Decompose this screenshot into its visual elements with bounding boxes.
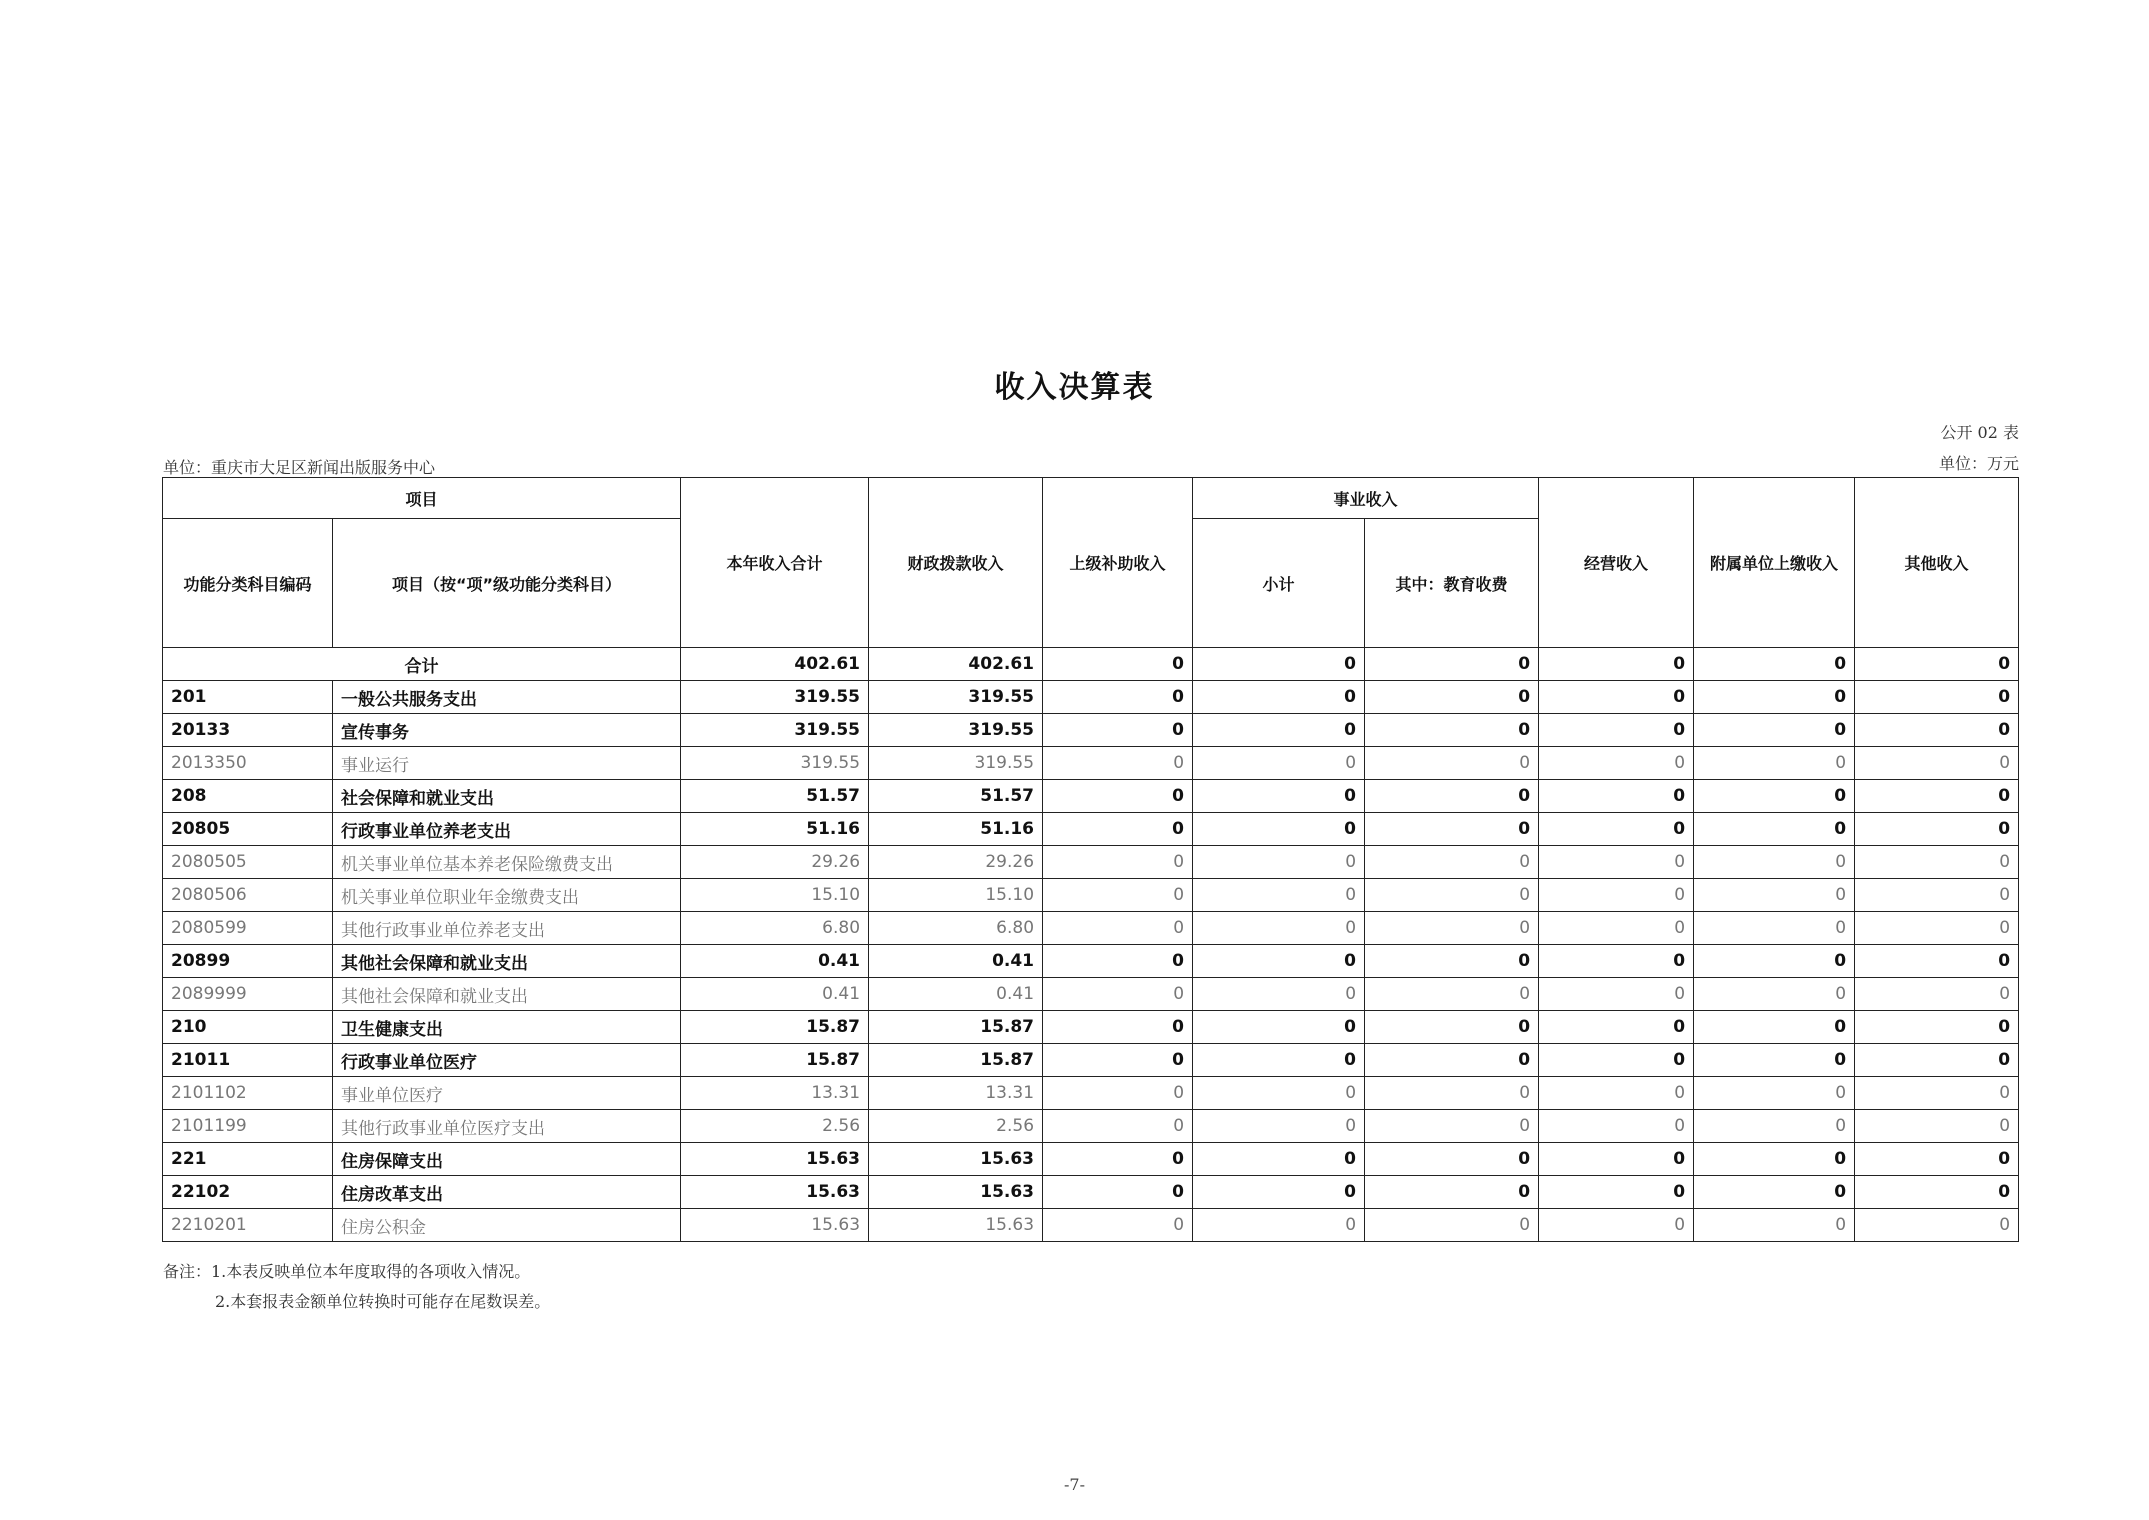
row-value: 0 (1365, 1011, 1539, 1044)
row-value: 15.63 (681, 1209, 869, 1242)
row-value: 0 (1694, 1176, 1855, 1209)
row-value: 0 (1694, 1011, 1855, 1044)
table-row (163, 1176, 2019, 1209)
table-row (163, 879, 2019, 912)
row-value: 0 (1193, 978, 1365, 1011)
row-value: 0 (1043, 1077, 1193, 1110)
header-project: 项目 (163, 478, 681, 519)
row-value: 0 (1043, 1209, 1193, 1242)
row-value: 0 (1365, 681, 1539, 714)
row-value: 0 (1855, 846, 2019, 879)
row-value: 15.10 (681, 879, 869, 912)
row-value: 0 (1539, 1077, 1694, 1110)
row-value: 0 (1043, 846, 1193, 879)
row-value: 0 (1365, 1110, 1539, 1143)
row-value: 0 (1193, 1077, 1365, 1110)
row-value: 0 (1539, 714, 1694, 747)
header-name: 项目（按“项”级功能分类科目） (333, 519, 681, 648)
table-row (163, 714, 2019, 747)
row-value: 15.87 (681, 1044, 869, 1077)
row-value: 0 (1365, 846, 1539, 879)
row-name: 事业单位医疗 (333, 1077, 681, 1110)
row-value: 0 (1694, 879, 1855, 912)
table-row (163, 1110, 2019, 1143)
row-value: 0 (1043, 681, 1193, 714)
row-value: 0 (1855, 1077, 2019, 1110)
row-code: 2101199 (163, 1110, 333, 1143)
row-name: 其他社会保障和就业支出 (333, 945, 681, 978)
row-name: 卫生健康支出 (333, 1011, 681, 1044)
row-value: 0 (1694, 1077, 1855, 1110)
row-code: 2080506 (163, 879, 333, 912)
row-code: 2089999 (163, 978, 333, 1011)
notes (163, 1257, 550, 1317)
row-value: 0 (1193, 1176, 1365, 1209)
header-business-group: 事业收入 (1193, 478, 1539, 519)
row-value: 15.87 (869, 1011, 1043, 1044)
total-cell: 0 (1694, 648, 1855, 681)
row-name: 机关事业单位职业年金缴费支出 (333, 879, 681, 912)
table-row (163, 813, 2019, 846)
row-value: 0 (1365, 978, 1539, 1011)
table-row (163, 912, 2019, 945)
row-value: 0 (1043, 747, 1193, 780)
header-affiliated: 附属单位上缴收入 (1694, 478, 1855, 648)
row-value: 0 (1539, 1044, 1694, 1077)
row-value: 0 (1193, 681, 1365, 714)
row-code: 2210201 (163, 1209, 333, 1242)
header-superior: 上级补助收入 (1043, 478, 1193, 648)
row-value: 51.16 (869, 813, 1043, 846)
row-value: 0 (1193, 945, 1365, 978)
row-code: 221 (163, 1143, 333, 1176)
row-value: 0 (1855, 813, 2019, 846)
header-code: 功能分类科目编码 (163, 519, 333, 648)
row-value: 0 (1855, 945, 2019, 978)
row-name: 一般公共服务支出 (333, 681, 681, 714)
row-value: 0 (1855, 1209, 2019, 1242)
row-value: 319.55 (681, 681, 869, 714)
row-value: 0 (1539, 846, 1694, 879)
row-name: 行政事业单位医疗 (333, 1044, 681, 1077)
row-value: 0 (1365, 747, 1539, 780)
row-name: 宣传事务 (333, 714, 681, 747)
row-value: 319.55 (681, 714, 869, 747)
row-value: 0 (1193, 846, 1365, 879)
header-operating: 经营收入 (1539, 478, 1694, 648)
row-value: 0 (1539, 1110, 1694, 1143)
row-value: 0 (1694, 945, 1855, 978)
row-value: 0 (1855, 1176, 2019, 1209)
row-value: 0 (1193, 780, 1365, 813)
row-value: 0 (1694, 1143, 1855, 1176)
total-cell: 0 (1043, 648, 1193, 681)
page-number: -7- (1064, 1475, 1085, 1494)
row-value: 0 (1365, 945, 1539, 978)
row-value: 319.55 (869, 714, 1043, 747)
currency-unit: 单位：万元 (1938, 454, 2019, 473)
row-value: 0 (1694, 1044, 1855, 1077)
row-value: 0 (1855, 879, 2019, 912)
table-row (163, 846, 2019, 879)
table-row (163, 1143, 2019, 1176)
row-value: 0 (1365, 1044, 1539, 1077)
row-code: 20805 (163, 813, 333, 846)
row-value: 0 (1193, 879, 1365, 912)
row-value: 13.31 (869, 1077, 1043, 1110)
row-value: 0 (1694, 780, 1855, 813)
total-row (163, 648, 2019, 681)
row-value: 0.41 (681, 978, 869, 1011)
row-name: 住房公积金 (333, 1209, 681, 1242)
row-value: 0 (1365, 1077, 1539, 1110)
row-name: 机关事业单位基本养老保险缴费支出 (333, 846, 681, 879)
table-row (163, 978, 2019, 1011)
row-value: 0 (1855, 1143, 2019, 1176)
row-value: 0 (1043, 780, 1193, 813)
row-value: 51.57 (681, 780, 869, 813)
row-value: 0 (1539, 747, 1694, 780)
total-cell: 402.61 (681, 648, 869, 681)
row-value: 0 (1365, 879, 1539, 912)
row-value: 0 (1694, 714, 1855, 747)
row-value: 0 (1193, 1143, 1365, 1176)
row-code: 22102 (163, 1176, 333, 1209)
row-code: 2013350 (163, 747, 333, 780)
row-value: 0 (1855, 780, 2019, 813)
row-value: 0 (1855, 681, 2019, 714)
row-value: 0 (1043, 1044, 1193, 1077)
row-value: 0 (1855, 1044, 2019, 1077)
form-code: 公开 02 表 (1940, 423, 2019, 442)
row-value: 0 (1365, 1176, 1539, 1209)
row-value: 0 (1043, 1143, 1193, 1176)
row-code: 210 (163, 1011, 333, 1044)
row-value: 0 (1539, 813, 1694, 846)
row-value: 0 (1365, 813, 1539, 846)
row-code: 20899 (163, 945, 333, 978)
row-value: 0 (1539, 945, 1694, 978)
table-row (163, 1011, 2019, 1044)
total-cell: 0 (1193, 648, 1365, 681)
row-value: 319.55 (869, 681, 1043, 714)
row-value: 0 (1043, 912, 1193, 945)
row-value: 0 (1694, 978, 1855, 1011)
reporting-unit: 单位：重庆市大足区新闻出版服务中心 (163, 458, 436, 477)
row-value: 0 (1694, 912, 1855, 945)
row-code: 2080505 (163, 846, 333, 879)
row-value: 0 (1539, 912, 1694, 945)
row-value: 13.31 (681, 1077, 869, 1110)
row-value: 0 (1193, 714, 1365, 747)
row-value: 0.41 (869, 945, 1043, 978)
row-name: 事业运行 (333, 747, 681, 780)
report-title: 收入决算表 (994, 370, 1155, 405)
row-value: 51.57 (869, 780, 1043, 813)
row-code: 201 (163, 681, 333, 714)
row-value: 0 (1855, 1011, 2019, 1044)
row-code: 20133 (163, 714, 333, 747)
header-education: 其中：教育收费 (1365, 519, 1539, 648)
header-total: 本年收入合计 (681, 478, 869, 648)
table-row (163, 1077, 2019, 1110)
row-value: 0 (1193, 1209, 1365, 1242)
row-value: 0 (1539, 1143, 1694, 1176)
row-value: 0 (1193, 747, 1365, 780)
total-label: 合计 (163, 648, 681, 681)
row-value: 0 (1855, 978, 2019, 1011)
row-code: 2080599 (163, 912, 333, 945)
row-value: 29.26 (681, 846, 869, 879)
header-fiscal: 财政拨款收入 (869, 478, 1043, 648)
row-value: 2.56 (681, 1110, 869, 1143)
row-value: 0 (1855, 1110, 2019, 1143)
row-value: 0.41 (869, 978, 1043, 1011)
note-line-1: 备注：1.本表反映单位本年度取得的各项收入情况。 (163, 1262, 531, 1281)
row-value: 0 (1365, 1143, 1539, 1176)
row-value: 15.63 (681, 1176, 869, 1209)
row-value: 0 (1694, 1110, 1855, 1143)
table-row (163, 747, 2019, 780)
total-cell: 0 (1365, 648, 1539, 681)
row-value: 15.63 (869, 1176, 1043, 1209)
row-value: 0 (1694, 846, 1855, 879)
income-table (162, 477, 2019, 1242)
row-value: 0 (1539, 879, 1694, 912)
row-name: 住房保障支出 (333, 1143, 681, 1176)
row-value: 0 (1694, 747, 1855, 780)
row-value: 0 (1043, 945, 1193, 978)
row-value: 0 (1539, 1011, 1694, 1044)
row-name: 行政事业单位养老支出 (333, 813, 681, 846)
table-row (163, 780, 2019, 813)
row-value: 0 (1043, 879, 1193, 912)
row-value: 2.56 (869, 1110, 1043, 1143)
row-name: 其他社会保障和就业支出 (333, 978, 681, 1011)
row-value: 0 (1694, 1209, 1855, 1242)
row-value: 0 (1365, 780, 1539, 813)
table-body (163, 648, 2019, 1242)
row-value: 0 (1365, 912, 1539, 945)
row-value: 0 (1855, 714, 2019, 747)
row-value: 51.16 (681, 813, 869, 846)
header-other: 其他收入 (1855, 478, 2019, 648)
total-cell: 402.61 (869, 648, 1043, 681)
note-line-2: 2.本套报表金额单位转换时可能存在尾数误差。 (215, 1292, 551, 1311)
row-value: 0 (1193, 1011, 1365, 1044)
row-value: 0 (1365, 714, 1539, 747)
row-value: 15.10 (869, 879, 1043, 912)
row-value: 6.80 (869, 912, 1043, 945)
table-row (163, 945, 2019, 978)
row-name: 其他行政事业单位养老支出 (333, 912, 681, 945)
row-value: 0 (1043, 1011, 1193, 1044)
row-name: 社会保障和就业支出 (333, 780, 681, 813)
row-value: 0 (1193, 1110, 1365, 1143)
total-cell: 0 (1855, 648, 2019, 681)
row-value: 0 (1539, 1176, 1694, 1209)
row-value: 0 (1539, 780, 1694, 813)
table-row (163, 1209, 2019, 1242)
row-value: 15.63 (681, 1143, 869, 1176)
row-name: 住房改革支出 (333, 1176, 681, 1209)
row-name: 其他行政事业单位医疗支出 (333, 1110, 681, 1143)
row-value: 0 (1539, 1209, 1694, 1242)
row-value: 0 (1193, 912, 1365, 945)
row-value: 15.87 (681, 1011, 869, 1044)
total-cell: 0 (1539, 648, 1694, 681)
row-value: 0 (1193, 813, 1365, 846)
row-value: 319.55 (869, 747, 1043, 780)
row-value: 0 (1694, 813, 1855, 846)
table-row (163, 1044, 2019, 1077)
row-value: 319.55 (681, 747, 869, 780)
row-code: 2101102 (163, 1077, 333, 1110)
row-value: 0 (1043, 714, 1193, 747)
row-code: 21011 (163, 1044, 333, 1077)
row-value: 0 (1193, 1044, 1365, 1077)
header-subtotal: 小计 (1193, 519, 1365, 648)
row-value: 6.80 (681, 912, 869, 945)
row-code: 208 (163, 780, 333, 813)
row-value: 15.87 (869, 1044, 1043, 1077)
row-value: 15.63 (869, 1209, 1043, 1242)
row-value: 0 (1855, 912, 2019, 945)
row-value: 0 (1043, 1176, 1193, 1209)
row-value: 0 (1694, 681, 1855, 714)
row-value: 0 (1043, 978, 1193, 1011)
row-value: 0 (1365, 1209, 1539, 1242)
row-value: 0.41 (681, 945, 869, 978)
row-value: 0 (1855, 747, 2019, 780)
row-value: 0 (1539, 978, 1694, 1011)
row-value: 29.26 (869, 846, 1043, 879)
row-value: 15.63 (869, 1143, 1043, 1176)
table-row (163, 681, 2019, 714)
row-value: 0 (1539, 681, 1694, 714)
row-value: 0 (1043, 1110, 1193, 1143)
row-value: 0 (1043, 813, 1193, 846)
